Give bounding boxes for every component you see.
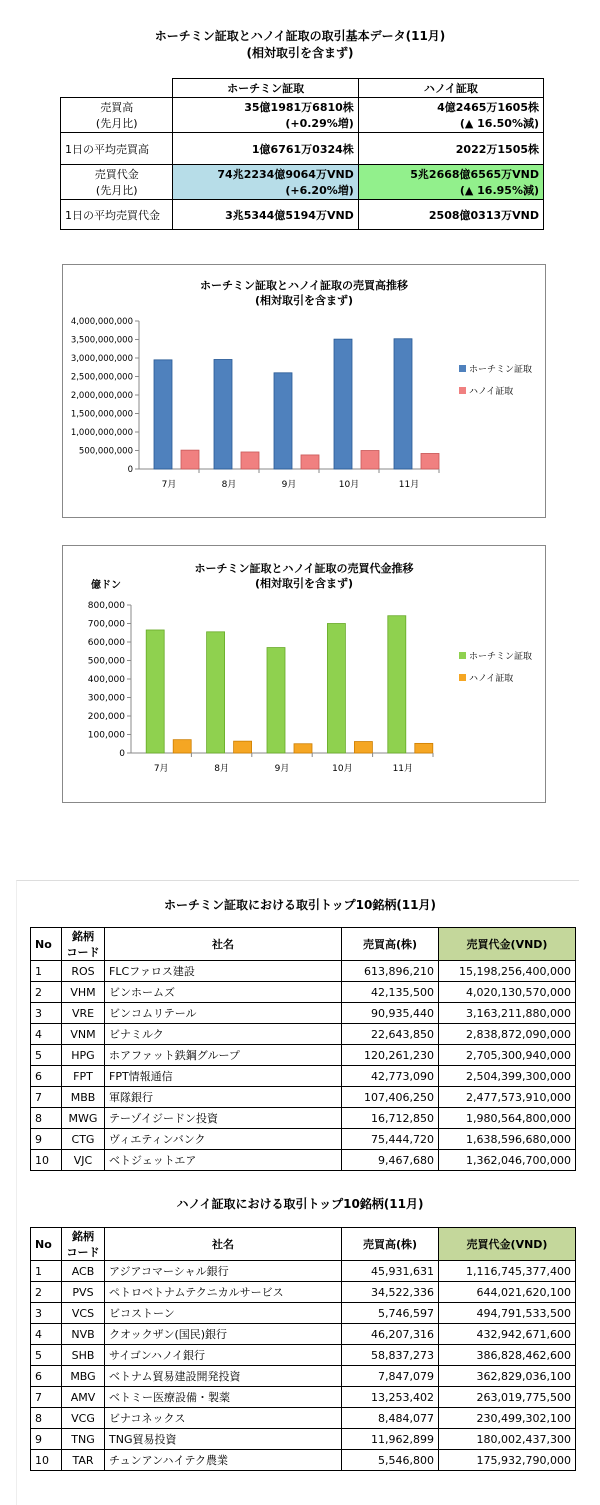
x-tick-label: 7月 bbox=[161, 480, 177, 490]
bar-5-series-1 bbox=[388, 616, 406, 753]
rank-cell-code: SHB bbox=[62, 1345, 105, 1366]
rank-cell-code: NVB bbox=[62, 1324, 105, 1345]
chart-title: ホーチミン証取とハノイ証取の売買高推移 bbox=[199, 279, 409, 292]
table-row bbox=[31, 1429, 576, 1450]
table-row bbox=[31, 982, 576, 1003]
summary-value-change: (+6.20%増) bbox=[285, 184, 354, 197]
summary-header-row bbox=[61, 79, 544, 98]
rank-cell-amt: 494,791,533,500 bbox=[439, 1303, 576, 1324]
rank-cell-num: 42,773,090 bbox=[342, 1066, 439, 1087]
summary-value-hcm: 1億6761万0324株 bbox=[173, 133, 358, 165]
legend-label: ホーチミン証取 bbox=[469, 365, 533, 375]
summary-value-change: (▲ 16.50%減) bbox=[459, 117, 539, 130]
rank-cell-amt: 2,504,399,300,000 bbox=[439, 1066, 576, 1087]
rank-cell-code: FPT bbox=[62, 1066, 105, 1087]
summary-col-hn: ハノイ証取 bbox=[358, 79, 543, 98]
rank-cell-name: ペトロベトナムテクニカルサービス bbox=[105, 1282, 342, 1303]
summary-table bbox=[60, 78, 544, 230]
y-tick-label: 300,000 bbox=[87, 693, 125, 704]
summary-value-hn: 2508億0313万VND bbox=[358, 200, 543, 230]
summary-row-avg-volume bbox=[61, 133, 544, 165]
rank-cell-num: 9,467,680 bbox=[342, 1150, 439, 1171]
chart-title: ホーチミン証取とハノイ証取の売買代金推移 bbox=[194, 562, 414, 575]
rank-header-amount: 売買代金(VND) bbox=[439, 928, 576, 961]
summary-value-hcm bbox=[173, 165, 358, 200]
bar-2-series-2 bbox=[234, 741, 252, 753]
rank-cell-no: 2 bbox=[31, 1282, 62, 1303]
y-tick-label: 500,000 bbox=[87, 656, 125, 667]
table-row bbox=[31, 1108, 576, 1129]
summary-value-main: 35億1981万6810株 bbox=[244, 101, 354, 114]
x-tick-label: 7月 bbox=[153, 764, 169, 774]
bar-4-series-1 bbox=[327, 624, 345, 754]
rank-cell-amt: 230,499,302,100 bbox=[439, 1408, 576, 1429]
table-row bbox=[31, 1324, 576, 1345]
rank-cell-name: ビナミルク bbox=[105, 1024, 342, 1045]
rank-cell-name: FLCファロス建設 bbox=[105, 961, 342, 982]
table-row bbox=[31, 1129, 576, 1150]
rank-cell-no: 8 bbox=[31, 1108, 62, 1129]
rank-header-row bbox=[31, 1228, 576, 1261]
rank-cell-code: VRE bbox=[62, 1003, 105, 1024]
bar-1-series-1 bbox=[146, 630, 164, 753]
y-tick-label: 2,500,000,000 bbox=[70, 372, 133, 383]
rank-cell-code: CTG bbox=[62, 1129, 105, 1150]
y-tick-label: 200,000 bbox=[87, 712, 125, 722]
bar-2-series-1 bbox=[207, 632, 225, 753]
bar-1-series-1 bbox=[154, 360, 172, 469]
table-row bbox=[31, 1045, 576, 1066]
hn-top10-title: ハノイ証取における取引トップ10銘柄(11月) bbox=[176, 1197, 424, 1211]
rank-header-no: No bbox=[31, 1228, 62, 1261]
legend-label: ホーチミン証取 bbox=[469, 652, 533, 662]
rank-cell-num: 34,522,336 bbox=[342, 1282, 439, 1303]
table-row bbox=[31, 1003, 576, 1024]
rank-cell-no: 3 bbox=[31, 1003, 62, 1024]
rank-cell-no: 7 bbox=[31, 1087, 62, 1108]
rank-cell-no: 10 bbox=[31, 1450, 62, 1471]
rank-cell-code: VNM bbox=[62, 1024, 105, 1045]
summary-value-hn: 2022万1505株 bbox=[358, 133, 543, 165]
rank-header-no: No bbox=[31, 928, 62, 961]
rank-cell-name: ビナコネックス bbox=[105, 1408, 342, 1429]
summary-label-sub: (先月比) bbox=[95, 184, 138, 197]
rank-cell-name: テーゾイジードン投資 bbox=[105, 1108, 342, 1129]
rank-cell-amt: 175,932,790,000 bbox=[439, 1450, 576, 1471]
bar-3-series-1 bbox=[267, 648, 285, 753]
rank-cell-name: ビコストーン bbox=[105, 1303, 342, 1324]
rank-cell-num: 75,444,720 bbox=[342, 1129, 439, 1150]
summary-corner bbox=[61, 79, 173, 98]
rank-cell-no: 6 bbox=[31, 1066, 62, 1087]
volume-chart-svg bbox=[63, 265, 545, 517]
amount-chart bbox=[62, 545, 546, 803]
rank-cell-amt: 15,198,256,400,000 bbox=[439, 961, 576, 982]
rank-cell-no: 3 bbox=[31, 1303, 62, 1324]
x-tick-label: 9月 bbox=[281, 480, 297, 490]
x-tick-label: 8月 bbox=[214, 764, 229, 774]
rank-cell-amt: 362,829,036,100 bbox=[439, 1366, 576, 1387]
summary-label: 1日の平均売買代金 bbox=[61, 200, 173, 230]
rank-cell-amt: 180,002,437,300 bbox=[439, 1429, 576, 1450]
table-row bbox=[31, 1408, 576, 1429]
rank-cell-no: 2 bbox=[31, 982, 62, 1003]
table-row bbox=[31, 1387, 576, 1408]
rank-cell-amt: 2,705,300,940,000 bbox=[439, 1045, 576, 1066]
y-tick-label: 3,000,000,000 bbox=[70, 354, 133, 364]
table-row bbox=[31, 1261, 576, 1282]
legend-swatch bbox=[459, 652, 466, 659]
bar-3-series-2 bbox=[301, 455, 319, 469]
rank-cell-no: 5 bbox=[31, 1045, 62, 1066]
rank-cell-amt: 4,020,130,570,000 bbox=[439, 982, 576, 1003]
rank-cell-no: 4 bbox=[31, 1024, 62, 1045]
rank-cell-name: ヴィエティンバンク bbox=[105, 1129, 342, 1150]
rank-cell-amt: 1,116,745,377,400 bbox=[439, 1261, 576, 1282]
table-row bbox=[31, 1366, 576, 1387]
rank-cell-num: 42,135,500 bbox=[342, 982, 439, 1003]
table-row bbox=[31, 1150, 576, 1171]
rank-cell-num: 90,935,440 bbox=[342, 1003, 439, 1024]
rank-cell-num: 120,261,230 bbox=[342, 1045, 439, 1066]
bar-4-series-2 bbox=[361, 451, 379, 470]
rank-cell-name: TNG貿易投資 bbox=[105, 1429, 342, 1450]
bar-3-series-1 bbox=[274, 373, 292, 469]
bar-1-series-2 bbox=[173, 740, 191, 753]
rank-cell-num: 11,962,899 bbox=[342, 1429, 439, 1450]
rank-cell-code: MBB bbox=[62, 1087, 105, 1108]
summary-label-main: 売買高 bbox=[100, 101, 134, 114]
rank-cell-name: 軍隊銀行 bbox=[105, 1087, 342, 1108]
bar-2-series-2 bbox=[241, 452, 259, 469]
rank-cell-code: VHM bbox=[62, 982, 105, 1003]
legend-swatch bbox=[459, 387, 466, 394]
y-tick-label: 400,000 bbox=[87, 675, 125, 685]
amount-chart-svg bbox=[63, 546, 545, 802]
table-row bbox=[31, 1303, 576, 1324]
rank-cell-no: 4 bbox=[31, 1324, 62, 1345]
rank-cell-name: ビンコムリテール bbox=[105, 1003, 342, 1024]
x-tick-label: 9月 bbox=[274, 764, 290, 774]
rank-cell-amt: 1,362,046,700,000 bbox=[439, 1150, 576, 1171]
rank-cell-amt: 3,163,211,880,000 bbox=[439, 1003, 576, 1024]
rank-cell-code: VJC bbox=[62, 1150, 105, 1171]
rank-cell-amt: 1,638,596,680,000 bbox=[439, 1129, 576, 1150]
rank-header-code: 銘柄 コード bbox=[62, 1228, 105, 1261]
rank-cell-num: 5,746,597 bbox=[342, 1303, 439, 1324]
rank-cell-code: PVS bbox=[62, 1282, 105, 1303]
rank-cell-code: TAR bbox=[62, 1450, 105, 1471]
summary-value-main: 74兆2234億9064万VND bbox=[217, 168, 354, 181]
summary-row-amount bbox=[61, 165, 544, 200]
x-tick-label: 11月 bbox=[392, 764, 414, 774]
rank-cell-code: VCG bbox=[62, 1408, 105, 1429]
rank-cell-code: HPG bbox=[62, 1045, 105, 1066]
y-tick-label: 500,000,000 bbox=[78, 446, 133, 457]
summary-label bbox=[61, 98, 173, 133]
rank-cell-no: 10 bbox=[31, 1150, 62, 1171]
rank-header-code: 銘柄 コード bbox=[62, 928, 105, 961]
rank-cell-num: 7,847,079 bbox=[342, 1366, 439, 1387]
x-tick-label: 10月 bbox=[338, 480, 360, 490]
bar-4-series-1 bbox=[334, 339, 352, 469]
rank-cell-num: 46,207,316 bbox=[342, 1324, 439, 1345]
page-title: ホーチミン証取とハノイ証取の取引基本データ(11月) bbox=[154, 29, 446, 43]
summary-label-sub: (先月比) bbox=[95, 117, 138, 130]
y-tick-label: 1,000,000,000 bbox=[70, 428, 133, 438]
table-row bbox=[31, 1087, 576, 1108]
y-tick-label: 4,000,000,000 bbox=[70, 317, 133, 327]
rank-cell-code: MWG bbox=[62, 1108, 105, 1129]
y-tick-label: 100,000 bbox=[87, 730, 125, 741]
summary-col-hcm: ホーチミン証取 bbox=[173, 79, 358, 98]
summary-label: 1日の平均売買高 bbox=[61, 133, 173, 165]
rank-cell-num: 45,931,631 bbox=[342, 1261, 439, 1282]
rank-cell-num: 8,484,077 bbox=[342, 1408, 439, 1429]
rank-cell-code: ACB bbox=[62, 1261, 105, 1282]
y-tick-label: 2,000,000,000 bbox=[70, 391, 133, 401]
rank-cell-no: 5 bbox=[31, 1345, 62, 1366]
rank-cell-name: FPT情報通信 bbox=[105, 1066, 342, 1087]
legend-swatch bbox=[459, 365, 466, 372]
rank-cell-no: 8 bbox=[31, 1408, 62, 1429]
x-tick-label: 11月 bbox=[398, 480, 420, 490]
rank-cell-name: ホアファット鉄鋼グループ bbox=[105, 1045, 342, 1066]
bar-1-series-2 bbox=[181, 450, 199, 469]
y-tick-label: 600,000 bbox=[87, 638, 125, 648]
rank-cell-name: ベトミー医療設備・製薬 bbox=[105, 1387, 342, 1408]
y-tick-label: 0 bbox=[127, 465, 133, 475]
hcm-top10-title: ホーチミン証取における取引トップ10銘柄(11月) bbox=[163, 898, 436, 912]
hn-top10-table bbox=[30, 1227, 576, 1471]
bar-2-series-1 bbox=[214, 359, 232, 469]
rank-cell-code: VCS bbox=[62, 1303, 105, 1324]
legend-label: ハノイ証取 bbox=[469, 674, 514, 684]
rank-header-volume: 売買高(株) bbox=[342, 928, 439, 961]
summary-row-volume bbox=[61, 98, 544, 133]
table-row bbox=[31, 1024, 576, 1045]
rank-cell-num: 613,896,210 bbox=[342, 961, 439, 982]
rank-cell-name: クオックザン(国民)銀行 bbox=[105, 1324, 342, 1345]
bar-5-series-1 bbox=[394, 339, 412, 469]
bar-5-series-2 bbox=[415, 743, 433, 753]
x-tick-label: 10月 bbox=[332, 764, 353, 774]
y-tick-label: 700,000 bbox=[87, 619, 125, 630]
rank-cell-no: 7 bbox=[31, 1387, 62, 1408]
rank-cell-name: ベトナム貿易建設開発投資 bbox=[105, 1366, 342, 1387]
rank-header-name: 社名 bbox=[105, 1228, 342, 1261]
summary-value-hn bbox=[358, 165, 543, 200]
y-tick-label: 0 bbox=[119, 749, 125, 759]
rank-cell-name: ベトジェットエア bbox=[105, 1150, 342, 1171]
rank-cell-num: 22,643,850 bbox=[342, 1024, 439, 1045]
summary-value-hcm: 3兆5344億5194万VND bbox=[173, 200, 358, 230]
rank-cell-code: TNG bbox=[62, 1429, 105, 1450]
rank-cell-amt: 432,942,671,600 bbox=[439, 1324, 576, 1345]
rank-cell-no: 9 bbox=[31, 1429, 62, 1450]
table-row bbox=[31, 1345, 576, 1366]
rank-cell-amt: 2,477,573,910,000 bbox=[439, 1087, 576, 1108]
rank-cell-amt: 644,021,620,100 bbox=[439, 1282, 576, 1303]
legend-swatch bbox=[459, 674, 466, 681]
table-row bbox=[31, 1450, 576, 1471]
rank-cell-code: AMV bbox=[62, 1387, 105, 1408]
bar-3-series-2 bbox=[294, 744, 312, 753]
page-subtitle: (相対取引を含まず) bbox=[246, 46, 354, 60]
y-tick-label: 1,500,000,000 bbox=[70, 409, 133, 420]
summary-label-main: 売買代金 bbox=[94, 168, 139, 181]
hcm-top10-table bbox=[30, 927, 576, 1171]
y-tick-label: 800,000 bbox=[87, 601, 125, 611]
rank-cell-code: MBG bbox=[62, 1366, 105, 1387]
rank-cell-no: 6 bbox=[31, 1366, 62, 1387]
rank-cell-num: 107,406,250 bbox=[342, 1087, 439, 1108]
rank-cell-num: 16,712,850 bbox=[342, 1108, 439, 1129]
rank-header-name: 社名 bbox=[105, 928, 342, 961]
volume-chart bbox=[62, 264, 546, 518]
rank-cell-name: サイゴンハノイ銀行 bbox=[105, 1345, 342, 1366]
chart-subtitle: (相対取引を含まず) bbox=[254, 577, 354, 590]
rank-cell-code: ROS bbox=[62, 961, 105, 982]
summary-row-avg-amount bbox=[61, 200, 544, 230]
rank-cell-amt: 2,838,872,090,000 bbox=[439, 1024, 576, 1045]
legend-label: ハノイ証取 bbox=[469, 387, 514, 397]
rank-cell-num: 58,837,273 bbox=[342, 1345, 439, 1366]
rank-header-amount: 売買代金(VND) bbox=[439, 1228, 576, 1261]
summary-value-main: 5兆2668億6565万VND bbox=[410, 168, 539, 181]
y-axis-label: 億ドン bbox=[91, 580, 121, 591]
table-row bbox=[31, 961, 576, 982]
bar-4-series-2 bbox=[354, 742, 372, 753]
summary-label bbox=[61, 165, 173, 200]
rank-header-row bbox=[31, 928, 576, 961]
rank-cell-no: 1 bbox=[31, 1261, 62, 1282]
x-tick-label: 8月 bbox=[221, 480, 237, 490]
rank-cell-name: チュンアンハイテク農業 bbox=[105, 1450, 342, 1471]
rank-cell-amt: 1,980,564,800,000 bbox=[439, 1108, 576, 1129]
rank-cell-amt: 386,828,462,600 bbox=[439, 1345, 576, 1366]
rank-cell-no: 1 bbox=[31, 961, 62, 982]
rank-cell-name: ビンホームズ bbox=[105, 982, 342, 1003]
rank-cell-num: 5,546,800 bbox=[342, 1450, 439, 1471]
rank-cell-num: 13,253,402 bbox=[342, 1387, 439, 1408]
summary-value-change: (+0.29%増) bbox=[285, 117, 354, 130]
summary-value-change: (▲ 16.95%減) bbox=[459, 184, 539, 197]
rank-cell-amt: 263,019,775,500 bbox=[439, 1387, 576, 1408]
rank-header-volume: 売買高(株) bbox=[342, 1228, 439, 1261]
rank-cell-no: 9 bbox=[31, 1129, 62, 1150]
y-tick-label: 3,500,000,000 bbox=[70, 335, 133, 346]
bar-5-series-2 bbox=[421, 453, 439, 469]
summary-value-hcm bbox=[173, 98, 358, 133]
chart-subtitle: (相対取引を含まず) bbox=[254, 294, 354, 307]
table-row bbox=[31, 1066, 576, 1087]
summary-value-hn bbox=[358, 98, 543, 133]
table-row bbox=[31, 1282, 576, 1303]
rank-cell-name: アジアコマーシャル銀行 bbox=[105, 1261, 342, 1282]
summary-value-main: 4億2465万1605株 bbox=[437, 101, 539, 114]
